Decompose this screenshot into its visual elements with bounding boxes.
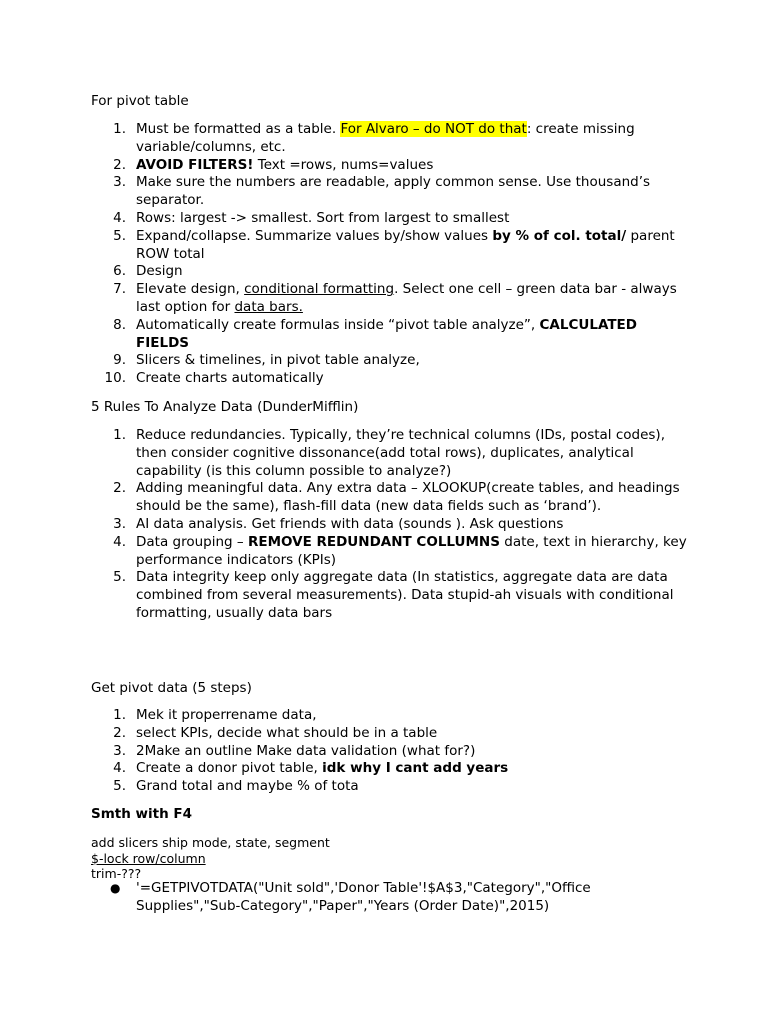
note-line-underlined: $-lock row/column bbox=[91, 851, 206, 866]
list-item: 3. AI data analysis. Get friends with data (sounds ￼￼). Ask questions bbox=[113, 515, 564, 532]
note-line: trim-??? bbox=[91, 866, 142, 881]
underlined-text: conditional formatting bbox=[244, 281, 395, 298]
list-item: 5. Expand/collapse. Summarize values by/show values by % of col. total/ parent ROW total bbox=[113, 227, 675, 262]
list-item: 10. Create charts automatically bbox=[104, 370, 324, 387]
bullet-icon: ● bbox=[110, 881, 121, 895]
list-item: 4. Data grouping – REMOVE REDUNDANT COLLUMNS date, text in hierarchy, key performance indicators (KPIs) bbox=[113, 533, 687, 568]
list-item: 4. Rows: largest -> smallest. Sort from largest to smallest bbox=[113, 209, 510, 226]
pivot-steps-list bbox=[0, 707, 768, 796]
list-item: 7. Elevate design, conditional formatting. Select one cell – green data bar - always last option for data bars. bbox=[113, 281, 677, 315]
list-item: 8. Automatically create formulas inside “pivot table analyze”, CALCULATED FIELDS bbox=[113, 316, 637, 351]
list-item: 2. Adding meaningful data. Any extra data – XLOOKUP(create tables, and headings should be the same), flash-fill data (new data fields such as ‘brand’). bbox=[113, 480, 680, 515]
section-heading-rules: 5 Rules To Analyze Data (DunderMifflin) bbox=[91, 399, 359, 415]
list-item: 3. 2Make an outline Make data validation (what for?) bbox=[113, 742, 476, 759]
list-item: 1. Mek it properrename data, bbox=[113, 707, 317, 723]
list-item: 4. Create a donor pivot table, idk why I cant add years bbox=[113, 760, 509, 777]
list-item: 6. Design bbox=[113, 263, 183, 280]
list-item: 2. select KPIs, decide what should be in a table bbox=[113, 724, 438, 741]
list-item: 2. AVOID FILTERS! Text =rows, nums=values bbox=[113, 156, 434, 173]
list-item: 1. Must be formatted as a table. For Alvaro – do NOT do that: create missing variable/columns, etc. bbox=[113, 121, 635, 155]
note-line: add slicers ship mode, state, segment bbox=[91, 835, 330, 850]
list-item: 5. Grand total and maybe % of tota bbox=[113, 778, 359, 795]
pivot-table-list bbox=[0, 121, 768, 388]
rules-list bbox=[0, 427, 768, 623]
section-heading-f4: Smth with F4 bbox=[91, 806, 193, 822]
document-page: For pivot table 1. Must be formatted as a table. For Alvaro – do NOT do that: create missing variable/columns, etc. 2. AVOID FILTERS! Text =rows, nums=values 3. Make sure the numbers are readable, apply common sense. Use thousand’s separator. 4. Rows: largest -> smallest. Sort from largest to smallest 5. Expand/collapse. Summarize values by/show values by % of col. total/ parent ROW total 6. Design 7. Elevate design, conditional formatting. Select one cell – green data bar - always last option for data bars. 8. Automatically create formulas inside “pivot table analyze”, CALCULATED FIELDS 9. Slicers & timelines, in pivot table analyze, 10. Create charts automatically 5 Rules To Analyze Data (DunderMifflin) 1. Reduce redundancies. Typically, they’re technical columns (IDs, postal codes), then consider cognitive dissonance(add total rows), duplicates, analytical capability (is this column possible to analyze?) 2. Adding meaningful data. Any extra data – XLOOKUP(create tables, and headings should be the same), flash-fill data (new data fields such as ‘brand’). 3. AI data analysis. Get friends with data (sounds ￼￼). Ask questions 4. Data grouping – REMOVE REDUNDANT COLLUMNS date, text in hierarchy, key performance indicators (KPIs) 5. Data integrity keep only aggregate data (In statistics, aggregate data are data combined from several measurements). Data stupid-ah visuals with conditional formatting, usually data bars Get pivot data (5 steps) 1. Mek it properrename data, 2. select KPIs, decide what should be in a table 3. 2Make an outline Make data validation (what for?) 4. Create a donor pivot table, idk why I cant add years 5. Grand total and maybe % of tota Smth with F4 add slicers ship mode, state, segment $-lock row/column trim-??? ● '=GETPIVOTDATA("Unit sold",'Donor Table'!$A$3,"Category","Office Supplies","Sub-Category","Paper","Years (Order Date)",2015) bbox=[0, 0, 768, 1024]
list-item: 3. Make sure the numbers are readable, apply common sense. Use thousand’s separator. bbox=[113, 174, 651, 209]
section-heading-get-pivot-data: Get pivot data (5 steps) bbox=[91, 680, 252, 696]
section-heading-pivot-table: For pivot table bbox=[91, 93, 189, 109]
underlined-text: data bars. bbox=[234, 298, 303, 315]
list-item: 5. Data integrity keep only aggregate data (In statistics, aggregate data are data combined from several measurements). Data stupid-ah visuals with conditional formatting, usually data bars bbox=[113, 569, 674, 621]
list-item: 9. Slicers & timelines, in pivot table analyze, bbox=[113, 352, 420, 369]
list-item: 1. Reduce redundancies. Typically, they’re technical columns (IDs, postal codes), then consider cognitive dissonance(add total rows), duplicates, analytical capability (is this column possible to analyze?) bbox=[113, 427, 665, 479]
highlighted-text: For Alvaro – do NOT do that bbox=[340, 121, 527, 137]
